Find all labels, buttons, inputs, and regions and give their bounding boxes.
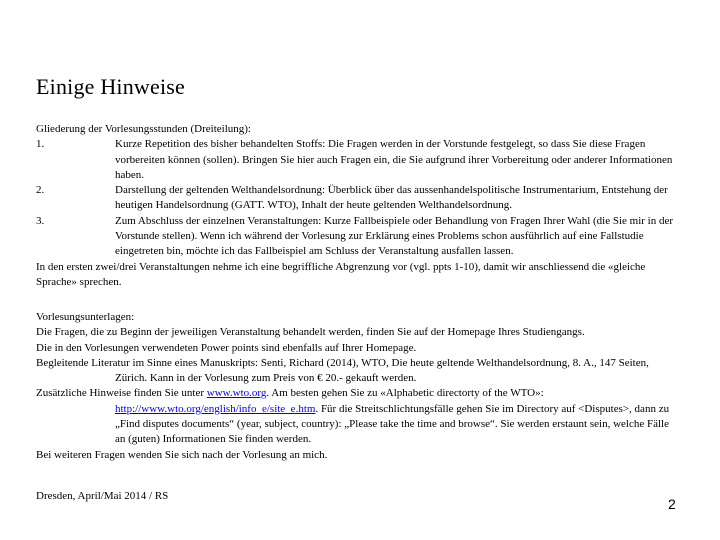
- item-text: Kurze Repetition des bisher behandelten Stoffs: Die Fragen werden in der Vorstunde festgelegt, so dass Sie diese Fragen vorbereiten können (sollen). Bringen Sie hier auch Fragen ein, die Sie aufgrund ihrer Vorbereitung oder anderer Informationen haben.: [115, 138, 673, 181]
- outline-item-2: [36, 183, 681, 214]
- wto-link[interactable]: www.wto.org: [206, 387, 267, 400]
- item-number: 2.: [36, 184, 45, 197]
- wto-text-post: . Für die Streitschlichtungsfälle gehen Sie im Directory auf <Disputes>, dann zu „Find disputes documents“ (year, subject, country): „Please take the time and browse“. Sie werden erstaunt sein, welche Fälle an (guten) Informationen Sie finden werden.: [115, 402, 670, 446]
- materials-heading: Vorlesungsunterlagen:: [36, 311, 135, 323]
- outline-closing: In den ersten zwei/drei Veranstaltungen nehme ich eine begriffliche Abgrenzung vor (vgl. ppts 1-10), damit wir anschliessend die «gleiche Sprache» sprechen.: [36, 260, 646, 288]
- materials-powerpoints: Die in den Vorlesungen verwendeten Power points sind ebenfalls auf Ihrer Homepage.: [36, 341, 417, 354]
- materials-questions: Die Fragen, die zu Beginn der jeweiligen Veranstaltung behandelt werden, finden Sie auf der Homepage Ihres Studiengangs.: [36, 326, 585, 339]
- outline-item-1: [36, 137, 681, 183]
- item-text: Zum Abschluss der einzelnen Veranstaltungen: Kurze Fallbeispiele oder Behandlung von Fragen Ihrer Wahl (die Sie mir in der Vorstunde stellen). Wenn ich während der Vorlesung zur Erklärung eines Problems schon ausführlich auf eine Fallstudie eingetreten bin, möchte ich das Fallbeispiel am Schluss der Veranstaltung ausfallen lassen.: [115, 214, 674, 258]
- outline-heading: Gliederung der Vorlesungsstunden (Dreiteilung):: [36, 123, 251, 135]
- item-text: Darstellung der geltenden Welthandelsordnung: Überblick über das aussenhandelspolitische Instrumentarium, Entstehung der heutigen Handelsordnung (GATT. WTO), Inhalt der heute geltenden Welthandelsordnung.: [115, 184, 668, 212]
- materials-section: [36, 310, 681, 463]
- wto-text-mid: . Am besten gehen Sie zu «Alphabetic directorty of the WTO»:: [266, 387, 544, 400]
- item-number: 3.: [36, 214, 45, 227]
- footer-text: Dresden, April/Mai 2014 / RS: [36, 490, 169, 502]
- page-number: 2: [668, 496, 676, 512]
- outline-section: [36, 122, 681, 290]
- item-number: 1.: [36, 138, 45, 151]
- outline-item-3: [36, 214, 681, 260]
- wto-directory-link[interactable]: http://www.wto.org/english/info_e/site_e.htm: [115, 402, 316, 415]
- materials-contact: Bei weiteren Fragen wenden Sie sich nach der Vorlesung an mich.: [36, 448, 328, 461]
- materials-literature: Begleitende Literatur im Sinne eines Manuskripts: Senti, Richard (2014), WTO, Die heute geltende Welthandelsordnung, 8. A., 147 Seiten, Zürich. Kann in der Vorlesung zum Preis von € 20.- gekauft werden.: [36, 356, 649, 385]
- materials-wto-hints: [36, 386, 681, 447]
- page-title: Einige Hinweise: [36, 74, 186, 99]
- wto-text-pre: Zusätzliche Hinweise finden Sie unter: [36, 387, 207, 400]
